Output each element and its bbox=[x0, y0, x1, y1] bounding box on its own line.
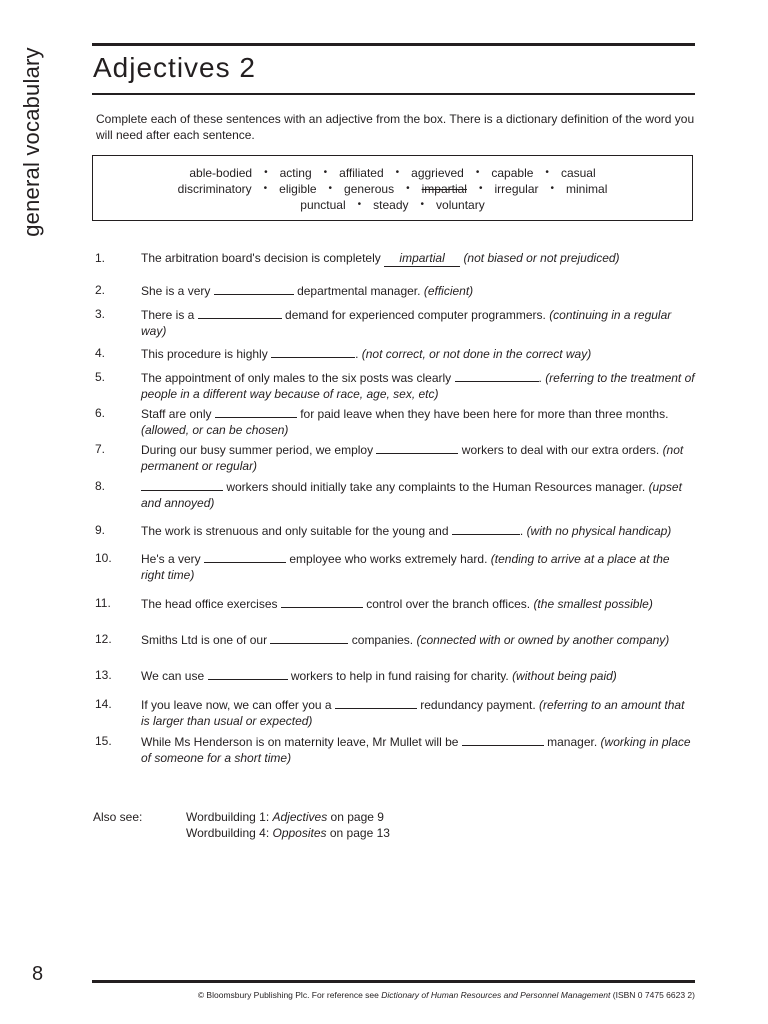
exercise-number: 12. bbox=[95, 632, 112, 646]
definition: (continuing in a regular way) bbox=[141, 308, 672, 338]
sentence-end: control over the branch offices. bbox=[366, 597, 531, 611]
instructions: Complete each of these sentences with an adjective from the box. There is a dictionary definition of the word you will need after each sentence. bbox=[96, 112, 695, 142]
exercise-number: 9. bbox=[95, 523, 106, 537]
bullet: • bbox=[328, 183, 333, 194]
answer-blank[interactable] bbox=[214, 282, 294, 295]
also-see-list bbox=[186, 809, 390, 841]
page-number: 8 bbox=[32, 963, 44, 985]
sentence-end: manager. bbox=[547, 735, 598, 749]
word-box-item: eligible bbox=[279, 182, 317, 196]
word-box-row-3 bbox=[93, 197, 692, 213]
exercise-number: 5. bbox=[95, 370, 106, 384]
exercise-item bbox=[95, 631, 695, 648]
definition: (referring to the treatment of people in a different way because of race, age, sex, etc) bbox=[141, 371, 695, 401]
answer-blank[interactable] bbox=[271, 345, 355, 358]
sentence-end: demand for experienced computer programmers. bbox=[285, 308, 546, 322]
title-rule bbox=[92, 93, 695, 95]
exercise-number: 6. bbox=[95, 406, 106, 420]
exercise-item bbox=[95, 733, 695, 766]
answer-blank[interactable] bbox=[141, 478, 223, 491]
sentence-end: . bbox=[519, 524, 524, 538]
also-see-prefix: Wordbuilding 4: bbox=[186, 826, 273, 840]
exercise-number: 15. bbox=[95, 734, 112, 748]
answer-blank[interactable] bbox=[208, 667, 288, 680]
bullet: • bbox=[406, 183, 410, 194]
sentence-end: . bbox=[538, 371, 542, 385]
exercise-item bbox=[95, 667, 695, 684]
definition: (not correct, or not done in the correct way) bbox=[361, 347, 592, 361]
word-box-item: irregular bbox=[494, 182, 539, 196]
word-box-row-2 bbox=[93, 181, 692, 197]
sentence-start: There is a bbox=[141, 308, 195, 322]
word-box-item: discriminatory bbox=[177, 182, 252, 196]
exercise-number: 1. bbox=[95, 251, 106, 265]
exercise-item bbox=[95, 550, 695, 583]
exercise-item bbox=[95, 522, 695, 539]
exercise-item bbox=[95, 478, 695, 511]
answer-blank[interactable] bbox=[215, 405, 297, 418]
sentence-end: workers to deal with our extra orders. bbox=[461, 443, 660, 457]
also-see-suffix: on page 9 bbox=[327, 810, 384, 824]
sentence-start: We can use bbox=[141, 669, 205, 683]
bullet: • bbox=[550, 183, 555, 194]
definition: (working in place of someone for a short time) bbox=[141, 735, 691, 765]
definition: (without being paid) bbox=[512, 669, 617, 683]
exercise-item bbox=[95, 595, 695, 612]
footer-book-title: Dictionary of Human Resources and Personnel Management bbox=[381, 990, 611, 1000]
bullet: • bbox=[478, 183, 483, 194]
copyright-footer bbox=[198, 990, 695, 1000]
also-see-item bbox=[186, 825, 390, 841]
exercise-number: 10. bbox=[95, 551, 112, 565]
sentence-start: Staff are only bbox=[141, 407, 212, 421]
answer-blank[interactable] bbox=[335, 696, 417, 709]
sentence-end: redundancy payment. bbox=[420, 698, 536, 712]
exercise-number: 7. bbox=[95, 442, 106, 456]
definition: (tending to arrive at a place at the right time) bbox=[141, 552, 670, 582]
word-box-item: voluntary bbox=[436, 198, 485, 212]
definition: (efficient) bbox=[423, 284, 474, 298]
answer-blank[interactable] bbox=[462, 733, 544, 746]
word-box-item: generous bbox=[344, 182, 395, 196]
page-title: Adjectives 2 bbox=[93, 52, 256, 83]
exercise-number: 11. bbox=[95, 596, 111, 610]
footer-text: © Bloomsbury Publishing Plc. For reference see bbox=[197, 990, 382, 1000]
sentence-start: During our busy summer period, we employ bbox=[141, 443, 374, 457]
exercise-item bbox=[95, 306, 695, 339]
exercise-item bbox=[95, 250, 695, 267]
sentence-start: She is a very bbox=[141, 284, 211, 298]
exercise-number: 13. bbox=[95, 668, 112, 682]
word-box-item: aggrieved bbox=[411, 166, 464, 180]
sentence-start: Smiths Ltd is one of our bbox=[141, 633, 268, 647]
bullet: • bbox=[323, 167, 328, 178]
definition: (with no physical handicap) bbox=[526, 524, 672, 538]
answer-blank[interactable] bbox=[452, 522, 520, 535]
sentence-start: The arbitration board's decision is completely bbox=[141, 251, 381, 265]
word-box-item: punctual bbox=[300, 198, 346, 212]
sentence-start: While Ms Henderson is on maternity leave, Mr Mullet will be bbox=[141, 735, 459, 749]
word-box-item: casual bbox=[560, 166, 596, 180]
sentence-end: . bbox=[355, 347, 359, 361]
word-box-item: affiliated bbox=[339, 166, 384, 180]
definition: (the smallest possible) bbox=[533, 597, 653, 611]
example-answer: impartial bbox=[384, 250, 460, 267]
bottom-rule bbox=[92, 980, 695, 983]
definition: (not permanent or regular) bbox=[141, 443, 684, 473]
also-see-item bbox=[186, 809, 390, 825]
exercise-item bbox=[95, 282, 695, 299]
exercise-item bbox=[95, 441, 695, 474]
bullet: • bbox=[395, 167, 400, 178]
sentence-end: for paid leave when they have been here for more than three months. bbox=[300, 407, 669, 421]
also-see-topic: Opposites bbox=[272, 826, 327, 840]
bullet: • bbox=[475, 167, 480, 178]
exercise-number: 8. bbox=[95, 479, 106, 493]
section-side-label-text: general vocabulary bbox=[19, 47, 44, 237]
sentence-end: companies. bbox=[351, 633, 414, 647]
definition: (allowed, or can be chosen) bbox=[141, 423, 289, 437]
bullet: • bbox=[420, 199, 425, 210]
top-rule bbox=[92, 43, 695, 46]
word-box-item: minimal bbox=[566, 182, 608, 196]
section-side-label bbox=[2, 42, 62, 242]
sentence-start: The work is strenuous and only suitable for the young and bbox=[141, 524, 449, 538]
word-box-item: able-bodied bbox=[189, 166, 253, 180]
sentence-end: workers should initially take any complaints to the Human Resources manager. bbox=[226, 480, 646, 494]
definition: (referring to an amount that is larger than usual or expected) bbox=[141, 698, 685, 728]
sentence-end: workers to help in fund raising for charity. bbox=[290, 669, 509, 683]
word-box-item-used: impartial bbox=[421, 182, 467, 196]
answer-blank[interactable] bbox=[455, 369, 539, 382]
answer-blank[interactable] bbox=[270, 631, 348, 644]
exercise-item bbox=[95, 369, 695, 402]
also-see-topic: Adjectives bbox=[272, 810, 328, 824]
answer-blank[interactable] bbox=[198, 306, 282, 319]
footer-isbn: (ISBN 0 7475 6623 2) bbox=[610, 990, 695, 1000]
exercise-number: 14. bbox=[95, 697, 112, 711]
bullet: • bbox=[264, 167, 268, 178]
bullet: • bbox=[545, 167, 549, 178]
sentence-start: The appointment of only males to the six posts was clearly bbox=[141, 371, 452, 385]
exercise-item bbox=[95, 345, 695, 362]
sentence-start: The head office exercises bbox=[141, 597, 278, 611]
sentence-end: departmental manager. bbox=[297, 284, 421, 298]
word-box-item: steady bbox=[373, 198, 409, 212]
answer-blank[interactable] bbox=[204, 550, 286, 563]
exercise-number: 3. bbox=[95, 307, 106, 321]
also-see-label: Also see: bbox=[93, 810, 143, 824]
sentence-end: employee who works extremely hard. bbox=[289, 552, 488, 566]
word-box-item: capable bbox=[491, 166, 534, 180]
sentence-start: This procedure is highly bbox=[141, 347, 268, 361]
also-see-prefix: Wordbuilding 1: bbox=[186, 810, 273, 824]
definition: (connected with or owned by another company) bbox=[416, 633, 670, 647]
also-see-suffix: on page 13 bbox=[326, 826, 390, 840]
word-box-item: acting bbox=[279, 166, 312, 180]
sentence-start: If you leave now, we can offer you a bbox=[141, 698, 332, 712]
bullet: • bbox=[357, 199, 362, 210]
bullet: • bbox=[263, 183, 268, 194]
exercise-item bbox=[95, 405, 695, 438]
answer-blank[interactable] bbox=[281, 595, 363, 608]
exercise-number: 4. bbox=[95, 346, 106, 360]
answer-blank[interactable] bbox=[376, 441, 458, 454]
exercise-item bbox=[95, 696, 695, 729]
sentence-start: He's a very bbox=[141, 552, 201, 566]
word-box bbox=[92, 155, 693, 221]
word-box-row-1 bbox=[93, 165, 692, 181]
exercise-number: 2. bbox=[95, 283, 106, 297]
definition: (not biased or not prejudiced) bbox=[463, 251, 620, 265]
definition: (upset and annoyed) bbox=[141, 480, 682, 510]
